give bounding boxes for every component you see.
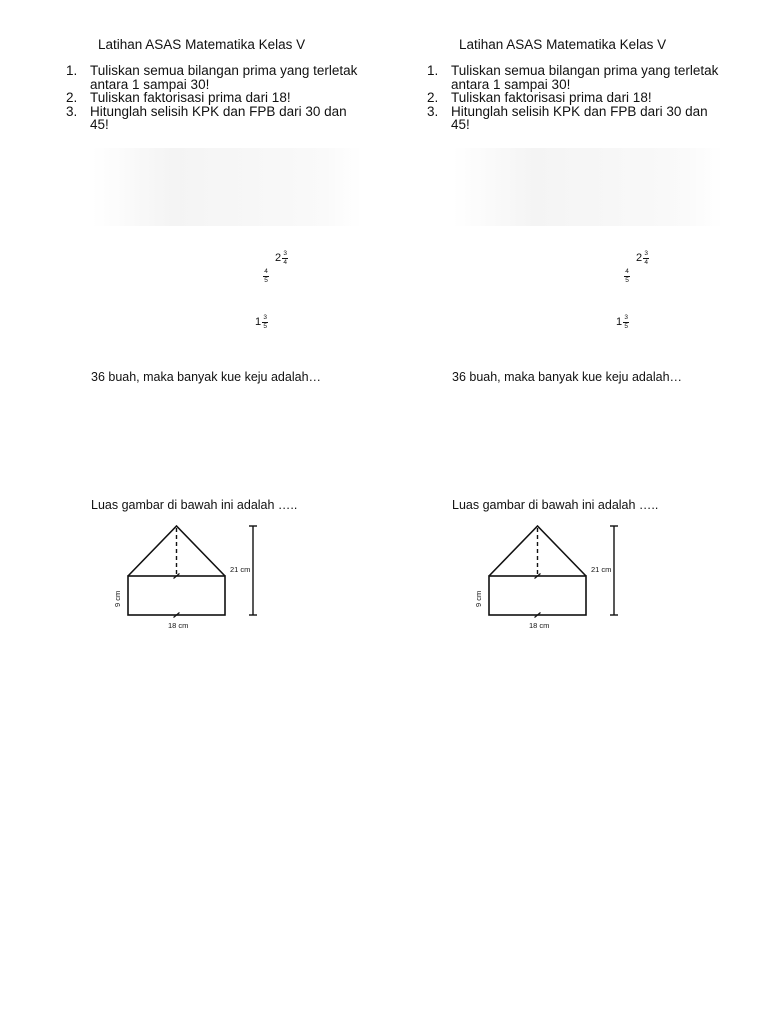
fraction-a: [275, 250, 288, 266]
fraction-numerator: 3: [644, 250, 648, 257]
fraction-stack: [623, 314, 629, 330]
fraction-numerator: 4: [264, 268, 268, 275]
side-label: 9 cm: [474, 590, 483, 607]
house-shape-figure: [469, 521, 629, 638]
question-number: 2.: [66, 90, 78, 105]
rectangle-part: [128, 576, 225, 615]
luas-question-text: Luas gambar di bawah ini adalah …..: [452, 498, 659, 512]
question-item: [427, 91, 727, 105]
question-number: 1.: [66, 63, 78, 78]
fraction-numerator: 3: [624, 314, 628, 321]
fraction-b: [623, 268, 630, 284]
fraction-b: [262, 268, 269, 284]
fraction-numerator: 3: [263, 314, 267, 321]
question-item: [66, 105, 366, 132]
fraction-stack: [262, 314, 268, 330]
house-shape-diagram: [108, 521, 268, 633]
fraction-denominator: 5: [264, 277, 268, 284]
fraction-a: [636, 250, 649, 266]
question-item: [66, 91, 366, 105]
fraction-denominator: 4: [283, 259, 287, 266]
question-text: Tuliskan semua bilangan prima yang terletak antara 1 sampai 30!: [451, 63, 719, 92]
house-shape-figure: [108, 521, 268, 638]
kue-question-text: 36 buah, maka banyak kue keju adalah…: [452, 370, 683, 384]
question-number: 1.: [427, 63, 439, 78]
question-text: Hitunglah selisih KPK dan FPB dari 30 dan 45!: [90, 103, 347, 132]
fraction-denominator: 5: [625, 277, 629, 284]
question-text: Tuliskan semua bilangan prima yang terletak antara 1 sampai 30!: [90, 63, 358, 92]
worksheet-right: [361, 0, 745, 1024]
fraction-c: [616, 314, 629, 330]
fraction-stack: [624, 268, 630, 284]
question-item: [66, 64, 366, 91]
worksheet-title: Latihan ASAS Matematika Kelas V: [459, 37, 667, 52]
question-number: 3.: [66, 103, 78, 119]
question-list: [66, 64, 366, 132]
kue-question-text: 36 buah, maka banyak kue keju adalah…: [91, 370, 322, 384]
question-item: [427, 64, 727, 91]
base-label: 18 cm: [168, 621, 189, 630]
rectangle-part: [489, 576, 586, 615]
height-label: 21 cm: [591, 565, 612, 574]
fraction-whole: 1: [616, 316, 623, 328]
fraction-whole: 1: [255, 316, 262, 328]
question-text: Tuliskan faktorisasi prima dari 18!: [451, 90, 652, 105]
fraction-stack: [282, 250, 288, 266]
fraction-c: [255, 314, 268, 330]
question-number: 3.: [427, 103, 439, 119]
fraction-whole: 2: [275, 252, 282, 264]
side-label: 9 cm: [113, 590, 122, 607]
question-item: [427, 105, 727, 132]
fraction-denominator: 4: [644, 259, 648, 266]
fraction-numerator: 3: [283, 250, 287, 257]
fraction-stack: [263, 268, 269, 284]
fraction-denominator: 5: [263, 323, 267, 330]
height-label: 21 cm: [230, 565, 251, 574]
base-label: 18 cm: [529, 621, 550, 630]
faded-scan-area: [92, 148, 362, 226]
faded-scan-area: [453, 148, 723, 226]
house-shape-diagram: [469, 521, 629, 633]
fraction-numerator: 4: [625, 268, 629, 275]
question-list: [427, 64, 727, 132]
question-text: Hitunglah selisih KPK dan FPB dari 30 dan 45!: [451, 103, 708, 132]
question-number: 2.: [427, 90, 439, 105]
fraction-whole: 2: [636, 252, 643, 264]
fraction-stack: [643, 250, 649, 266]
fraction-denominator: 5: [624, 323, 628, 330]
luas-question-text: Luas gambar di bawah ini adalah …..: [91, 498, 298, 512]
question-text: Tuliskan faktorisasi prima dari 18!: [90, 90, 291, 105]
worksheet-title: Latihan ASAS Matematika Kelas V: [98, 37, 306, 52]
